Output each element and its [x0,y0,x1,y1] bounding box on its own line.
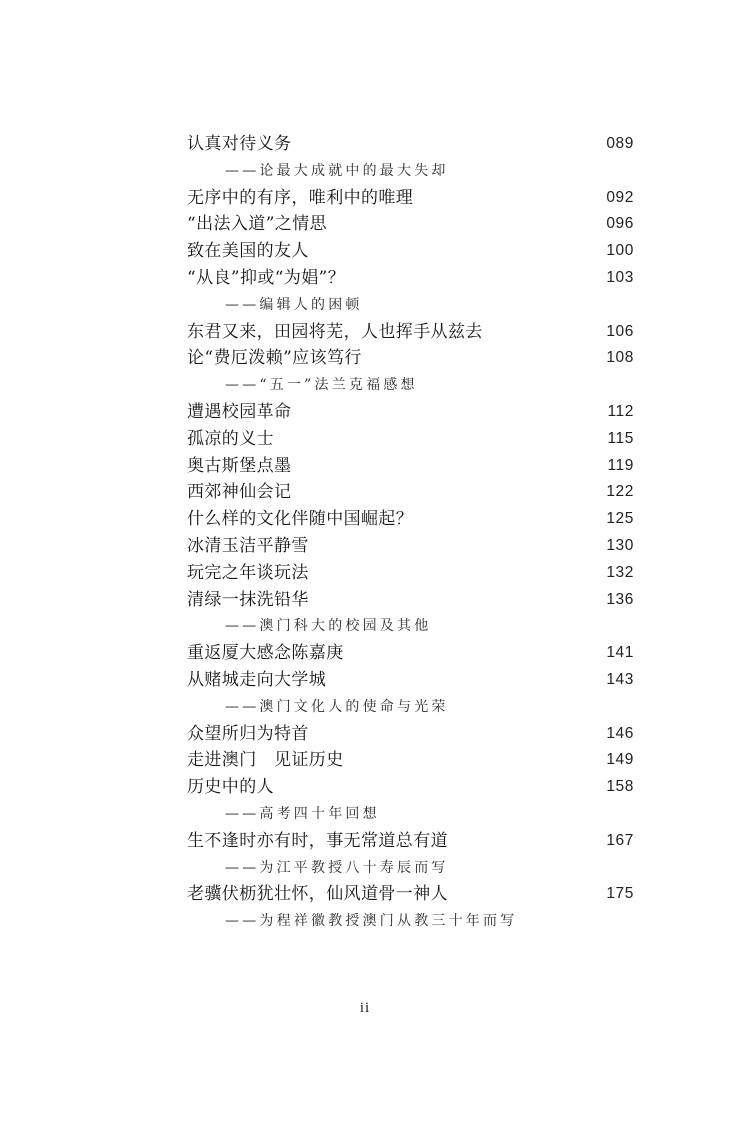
toc-entry-title: 东君又来，田园将芜，人也挥手从兹去 [187,321,483,342]
toc-entry-title: 生不逢时亦有时，事无常道总有道 [187,830,448,851]
toc-entry-title: 众望所归为特首 [187,723,309,744]
toc-subtitle: ——高考四十年回想 [225,805,380,822]
page-folio: ii [359,1000,371,1016]
toc-entry [187,479,634,506]
toc-entry-title: “从良”抑或“为娼”？ [187,267,346,288]
toc-page-number: 092 [606,188,634,206]
toc-subtitle: ——编辑人的困顿 [225,296,363,313]
toc-entry [187,881,634,908]
toc-subtitle-row [187,694,634,721]
toc-page-number: 115 [607,429,634,447]
toc-entry-title: 老骥伏枥犹壮怀，仙风道骨一神人 [187,884,448,905]
toc-entry-title: 走进澳门 见证历史 [187,750,344,771]
toc-entry-title: 重返厦大感念陈嘉庚 [187,643,344,664]
toc-page-number: 146 [606,724,634,742]
toc-page-number: 108 [606,349,634,367]
toc-page-number: 132 [606,563,634,581]
toc-page-number: 136 [606,590,634,608]
toc-page-number: 089 [606,135,634,152]
toc-page-number: 106 [606,322,634,340]
toc-page-number: 096 [606,215,634,233]
toc-page-number: 112 [607,402,634,420]
toc-entry-title: 论“费厄泼赖”应该笃行 [187,348,362,369]
toc-entry [187,453,634,480]
toc-entry-title: 从赌城走向大学城 [187,669,327,690]
toc-entry [187,238,634,265]
toc-page-number: 122 [606,483,634,501]
toc-page-number: 119 [607,456,634,474]
toc-entry [187,721,634,748]
toc-entry [187,265,634,292]
toc-entry [187,667,634,694]
toc-entry [187,747,634,774]
toc-entry-title: “出法入道”之情思 [187,214,327,235]
toc-entry [187,345,634,372]
toc-entry [187,185,634,212]
toc-page-number: 125 [606,510,634,528]
toc-entry [187,506,634,533]
toc-entry-title: 无序中的有序，唯利中的唯理 [187,187,414,208]
toc-subtitle: ——为江平教授八十寿辰而写 [225,859,449,876]
toc-subtitle-row [187,158,634,185]
toc-page-number: 143 [606,670,634,688]
toc-entry [187,533,634,560]
toc-subtitle-row [187,908,634,935]
toc-entry [187,560,634,587]
toc-entry [187,774,634,801]
toc-subtitle-row [187,613,634,640]
toc-entry-title: 西郊神仙会记 [187,482,292,503]
toc-subtitle: ——澳门科大的校园及其他 [225,618,432,635]
toc-page-number: 175 [606,885,634,903]
toc-page-number: 149 [606,751,634,769]
toc-entry [187,131,634,158]
toc-page-number: 130 [606,536,634,554]
toc-subtitle-row [187,855,634,882]
toc-page-number: 158 [606,778,634,796]
toc-subtitle: ——“五一”法兰克福感想 [225,377,418,394]
toc-entry-title: 历史中的人 [187,777,274,798]
toc-entry-title: 孤凉的义士 [187,428,274,449]
toc-entry [187,399,634,426]
toc-subtitle-row [187,801,634,828]
toc-entry [187,319,634,346]
toc-entry-title: 遭遇校园革命 [187,401,292,422]
table-of-contents [187,131,634,935]
toc-entry-title: 认真对待义务 [187,134,292,154]
toc-page-number: 103 [606,268,634,286]
toc-entry-title: 冰清玉洁平静雪 [187,535,309,556]
toc-entry [187,640,634,667]
toc-entry [187,426,634,453]
toc-page-number: 141 [606,644,634,662]
toc-entry-title: 奥古斯堡点墨 [187,455,292,476]
toc-entry [187,828,634,855]
toc-subtitle: ——论最大成就中的最大失却 [225,162,449,179]
toc-entry [187,587,634,614]
toc-subtitle: ——澳门文化人的使命与光荣 [225,698,449,715]
toc-page-number: 100 [606,242,634,260]
toc-entry-title: 致在美国的友人 [187,241,309,262]
toc-entry [187,211,634,238]
toc-entry-title: 玩完之年谈玩法 [187,562,309,583]
toc-page-number: 167 [606,831,634,849]
toc-entry-title: 什么样的文化伴随中国崛起？ [187,509,414,530]
toc-subtitle-row [187,372,634,399]
toc-subtitle-row [187,292,634,319]
toc-subtitle: ——为程祥徽教授澳门从教三十年而写 [225,913,518,930]
toc-entry-title: 清绿一抹洗铅华 [187,589,309,610]
